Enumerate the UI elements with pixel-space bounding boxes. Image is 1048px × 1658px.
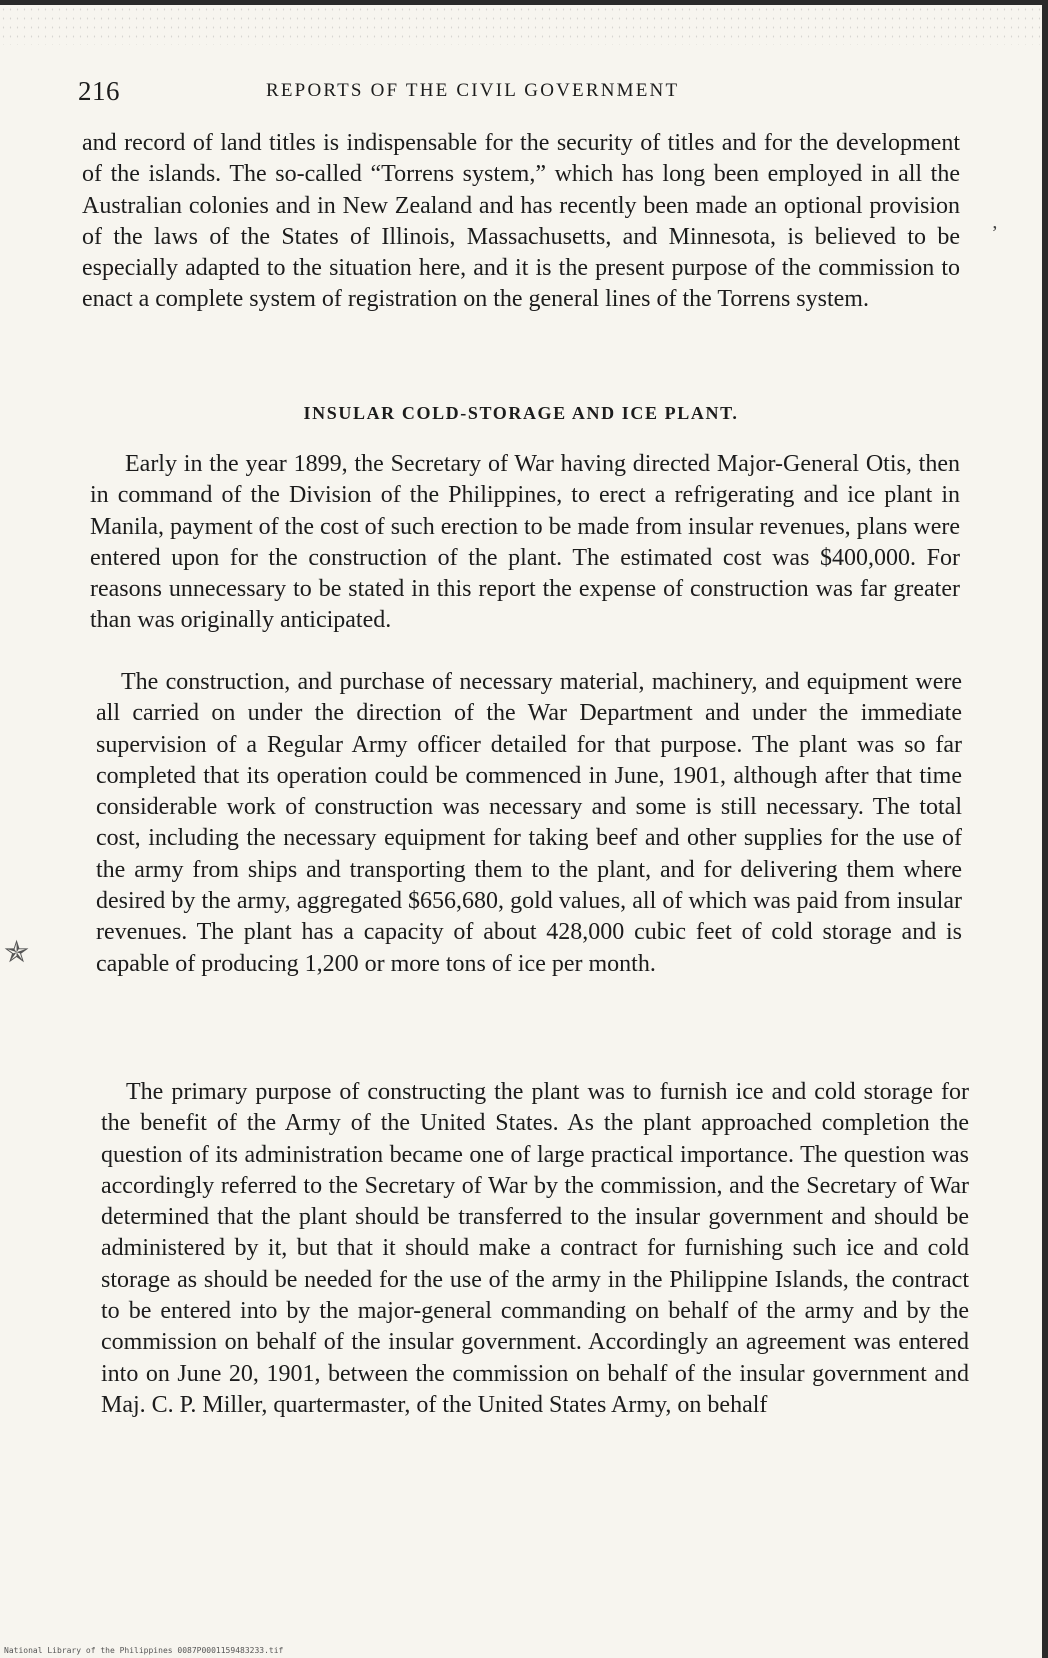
paragraph-land-titles: and record of land titles is indispensable for the security of titles and for the development of the islands. The so-called “Torrens system,” which has long been employed in all the Australian colonies and in New Zealand and has recently been made an optional provision of the laws of the States of Illinois, Massachusetts, and Minnesota, is believed to be especially adapted to the situation here, and it is the present purpose of the commission to enact a complete system of registration on the general lines of the Torrens system. bbox=[82, 130, 960, 313]
scan-footer: National Library of the Philippines 0087P0001159483233.tif bbox=[4, 1646, 284, 1655]
scan-noise bbox=[0, 5, 1048, 45]
page-number: 216 bbox=[78, 76, 120, 106]
scan-right-border bbox=[1042, 0, 1048, 1658]
page-header bbox=[78, 76, 978, 112]
margin-tick-mark: ’ bbox=[991, 222, 998, 244]
running-head: REPORTS OF THE CIVIL GOVERNMENT bbox=[266, 80, 680, 101]
section-heading: INSULAR COLD-STORAGE AND ICE PLANT. bbox=[303, 403, 739, 423]
margin-smudge-icon: ✯ bbox=[4, 936, 30, 969]
paragraph-ice-plant-origin: Early in the year 1899, the Secretary of War having directed Major-General Otis, then in command of the Division of the Philippines, to erect a refrigerating and ice plant in Manila, payment of the cost of such erection to be made from insular revenues, plans were entered upon for the construction of the plant. The estimated cost was $400,000. For reasons unnecessary to be stated in this report the expense of construction was far greater than was originally anticipated. bbox=[90, 451, 960, 634]
paragraph-administration: The primary purpose of constructing the plant was to furnish ice and cold storage for the benefit of the Army of the United States. As the plant approached completion the question of its administration became one of large practical importance. The question was accordingly referred to the Secretary of War by the commission, and the Secretary of War determined that the plant should be transferred to the insular government and should be administered by it, but that it should make a contract for furnishing such ice and cold storage as should be needed for the use of the army in the Philippine Islands, the contract to be entered into by the major-general commanding on behalf of the army and by the commission on behalf of the insular government. Accordingly an agreement was entered into on June 20, 1901, between the commission on behalf of the insular government and Maj. C. P. Miller, quartermaster, of the United States Army, on behalf bbox=[101, 1079, 969, 1418]
paragraph-construction: The construction, and purchase of necessary material, machinery, and equipment were all carried on under the direction of the War Department and under the immediate supervision of a Regular Army officer detailed for that purpose. The plant was so far completed that its operation could be commenced in June, 1901, although after that time considerable work of construction was necessary and some is still necessary. The total cost, including the necessary equipment for taking beef and other supplies for the use of the army from ships and transporting them to the plant, and for delivering them where desired by the army, aggregated $656,680, gold values, all of which was paid from insular revenues. The plant has a capacity of about 428,000 cubic feet of cold storage and is capable of producing 1,200 or more tons of ice per month. bbox=[96, 669, 962, 977]
